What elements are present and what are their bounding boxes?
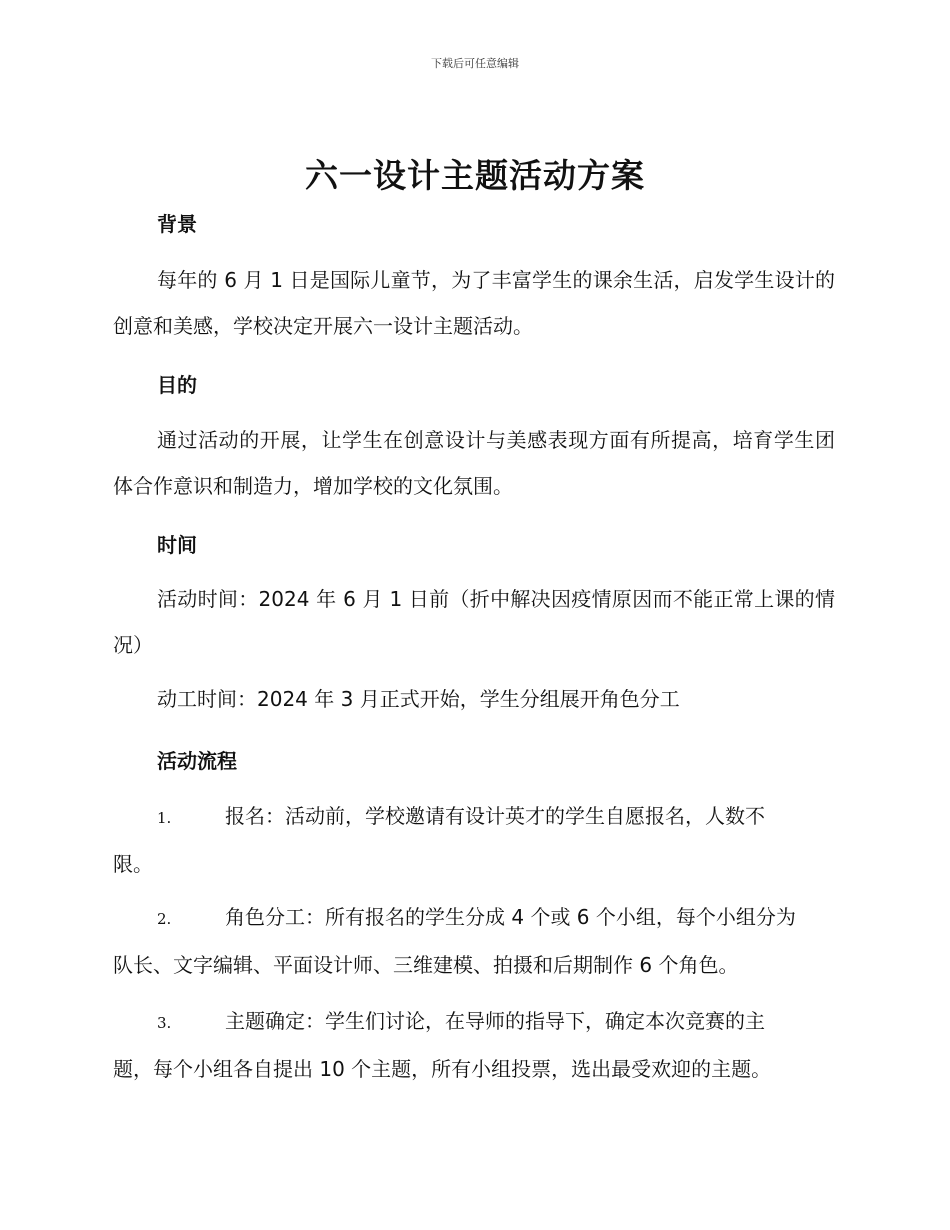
header-note: 下载后可任意编辑 [431,57,519,70]
paragraph-start-time: 动工时间：2024 年 3 月正式开始，学生分组展开角色分工 [157,687,680,711]
list-item-continuation: 题，每个小组各自提出 10 个主题，所有小组投票，选出最受欢迎的主题。 [113,1057,772,1081]
paragraph-background: 每年的 6 月 1 日是国际儿童节，为了丰富学生的课余生活，启发学生设计的创意和美感，学校决定开展六一设计主题活动。 [113,268,835,338]
list-item [113,998,835,1092]
paragraph-activity-time: 活动时间：2024 年 6 月 1 日前（折中解决因疫情原因而不能正常上课的情况） [113,587,835,657]
list-number: 1. [157,809,172,827]
list-item [113,793,835,887]
list-item-text: 角色分工：所有报名的学生分成 4 个或 6 个小组，每个小组分为 [225,905,796,929]
section-heading-purpose: 目的 [157,373,197,397]
document-title: 六一设计主题活动方案 [305,156,645,195]
list-number: 2. [157,910,172,928]
list-item-text: 报名：活动前，学校邀请有设计英才的学生自愿报名，人数不 [225,804,765,828]
list-item-text: 主题确定：学生们讨论，在导师的指导下，确定本次竞赛的主 [225,1009,765,1033]
section-heading-time: 时间 [157,533,197,557]
list-item-continuation: 队长、文字编辑、平面设计师、三维建模、拍摄和后期制作 6 个角色。 [113,953,739,977]
section-heading-process: 活动流程 [157,749,237,773]
paragraph-purpose: 通过活动的开展，让学生在创意设计与美感表现方面有所提高，培育学生团体合作意识和制造力，增加学校的文化氛围。 [113,428,835,498]
list-number: 3. [157,1014,172,1032]
section-heading-background: 背景 [157,212,197,236]
list-item-continuation: 限。 [113,852,153,876]
list-item [113,894,835,988]
